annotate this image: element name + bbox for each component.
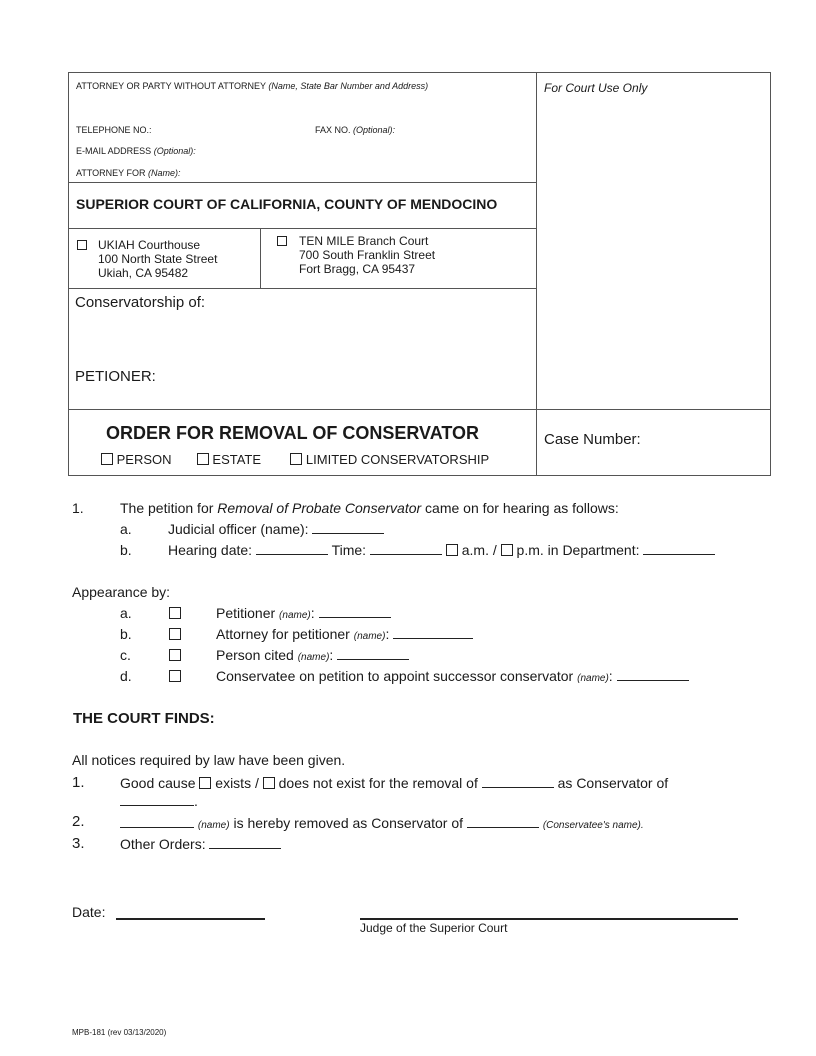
pm-checkbox[interactable]	[501, 544, 513, 556]
appearance-a-letter: a.	[120, 605, 132, 621]
appearance-a-field[interactable]	[319, 605, 391, 618]
not-exist-checkbox[interactable]	[263, 777, 275, 789]
finding-1-row: Good cause exists / does not exist for the removal of as Conservator of	[120, 775, 669, 791]
finding-3-row: Other Orders:	[120, 836, 281, 852]
judge-label: Judge of the Superior Court	[360, 921, 508, 935]
form-id: MPB-181 (rev 03/13/2020)	[72, 1028, 167, 1037]
appearance-b-row: Attorney for petitioner (name):	[216, 626, 473, 642]
attorney-label: ATTORNEY OR PARTY WITHOUT ATTORNEY (Name, State Bar Number and Address)	[76, 81, 429, 91]
person-checkbox[interactable]	[101, 453, 113, 465]
case-number-label: Case Number:	[544, 431, 641, 448]
hearing-intro: The petition for Removal of Probate Conservator came on for hearing as follows:	[120, 500, 619, 516]
appearance-d-field[interactable]	[617, 668, 689, 681]
hearing-date-field[interactable]	[256, 542, 328, 555]
appearance-b-letter: b.	[120, 626, 132, 642]
ukiah-city: Ukiah, CA 95482	[98, 266, 189, 280]
fax-label: FAX NO. (Optional):	[315, 125, 396, 135]
form-title: ORDER FOR REMOVAL OF CONSERVATOR	[106, 423, 480, 443]
hearing-date-row: Hearing date: Time: a.m. / p.m. in Department:	[168, 542, 715, 558]
finding-2-row: (name) is hereby removed as Conservator of (Conservatee's name).	[120, 815, 644, 831]
appearance-d-checkbox[interactable]	[169, 670, 181, 682]
other-orders-field[interactable]	[209, 836, 281, 849]
hearing-num: 1.	[72, 500, 84, 516]
appearance-a-checkbox[interactable]	[169, 607, 181, 619]
courthouse-ukiah	[77, 238, 217, 280]
telephone-label: TELEPHONE NO.:	[76, 125, 152, 135]
judicial-officer-field[interactable]	[312, 521, 384, 534]
judicial-officer-row: Judicial officer (name):	[168, 521, 384, 537]
appearance-c-letter: c.	[120, 647, 131, 663]
conservatorship-label: Conservatorship of:	[75, 294, 206, 311]
appearance-c-checkbox[interactable]	[169, 649, 181, 661]
finding-1-num: 1.	[72, 774, 85, 791]
finding-1-cont: .	[120, 793, 198, 809]
hearing-b-letter: b.	[120, 542, 132, 558]
conservatee-name-field[interactable]	[467, 815, 539, 828]
estate-checkbox[interactable]	[197, 453, 209, 465]
tenmile-name: TEN MILE Branch Court	[299, 234, 429, 248]
am-checkbox[interactable]	[446, 544, 458, 556]
finding-3-num: 3.	[72, 835, 85, 852]
ukiah-name: UKIAH Courthouse	[98, 238, 201, 252]
date-label: Date:	[72, 904, 106, 920]
judge-signature-line[interactable]	[360, 918, 738, 920]
petitioner-label: PETIONER:	[75, 368, 156, 385]
limited-label: LIMITED CONSERVATORSHIP	[305, 452, 490, 467]
court-use-label: For Court Use Only	[544, 81, 648, 95]
ukiah-checkbox[interactable]	[77, 240, 87, 250]
appearance-b-field[interactable]	[393, 626, 473, 639]
email-label: E-MAIL ADDRESS (Optional):	[76, 146, 196, 156]
conservator-of-field[interactable]	[120, 793, 194, 806]
person-label: PERSON	[116, 452, 172, 467]
hearing-time-field[interactable]	[370, 542, 442, 555]
notices-text: All notices required by law have been given.	[72, 752, 346, 768]
appearance-d-row: Conservatee on petition to appoint successor conservator (name):	[216, 668, 689, 684]
appearance-c-row: Person cited (name):	[216, 647, 409, 663]
tenmile-checkbox[interactable]	[277, 236, 287, 246]
date-field[interactable]	[116, 918, 265, 920]
tenmile-street: 700 South Franklin Street	[299, 248, 436, 262]
title-options	[101, 452, 489, 467]
court-name: SUPERIOR COURT OF CALIFORNIA, COUNTY OF MENDOCINO	[76, 196, 498, 212]
appearance-d-letter: d.	[120, 668, 132, 684]
appearance-label: Appearance by:	[72, 584, 171, 600]
appearance-a-row: Petitioner (name):	[216, 605, 391, 621]
department-field[interactable]	[643, 542, 715, 555]
exists-checkbox[interactable]	[199, 777, 211, 789]
removed-name-field[interactable]	[120, 815, 194, 828]
attorney-for-label: ATTORNEY FOR (Name):	[76, 168, 181, 178]
appearance-c-field[interactable]	[337, 647, 409, 660]
estate-label: ESTATE	[212, 452, 262, 467]
appearance-b-checkbox[interactable]	[169, 628, 181, 640]
tenmile-city: Fort Bragg, CA 95437	[299, 262, 416, 276]
limited-checkbox[interactable]	[290, 453, 302, 465]
court-finds-heading: THE COURT FINDS:	[73, 710, 215, 727]
hearing-a-letter: a.	[120, 521, 132, 537]
ukiah-street: 100 North State Street	[98, 252, 218, 266]
finding-2-num: 2.	[72, 813, 85, 830]
removal-name-field[interactable]	[482, 775, 554, 788]
courthouse-tenmile	[277, 234, 435, 276]
